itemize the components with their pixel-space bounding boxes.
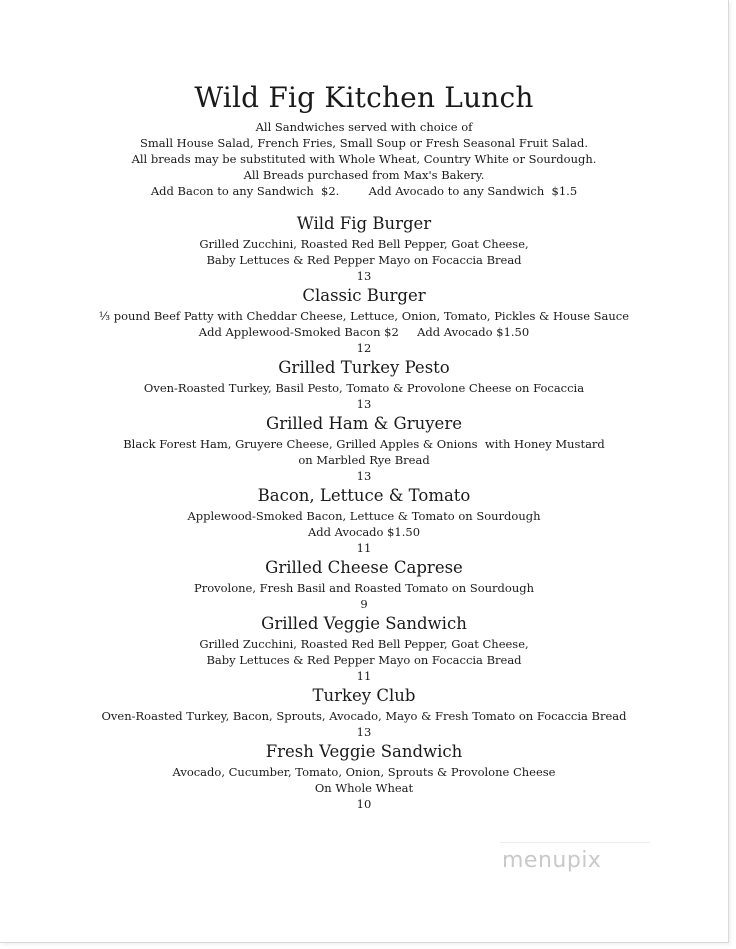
menu-item-name: Bacon, Lettuce & Tomato <box>257 486 471 505</box>
menu-item <box>0 684 728 740</box>
menu-item-price: 11 <box>356 669 372 683</box>
menu-item-name: Classic Burger <box>302 286 426 305</box>
menu-item-price: 13 <box>356 397 372 411</box>
menu-item-name: Grilled Cheese Caprese <box>265 558 463 577</box>
menu-item-name: Fresh Veggie Sandwich <box>265 742 463 761</box>
page-title: Wild Fig Kitchen Lunch <box>194 81 534 114</box>
menu-item-description: Avocado, Cucumber, Tomato, Onion, Sprouts & Provolone Cheese <box>172 765 556 779</box>
intro-line: All Breads purchased from Max's Bakery. <box>243 168 485 182</box>
menu-item-description: on Marbled Rye Bread <box>298 453 430 467</box>
intro-line: All Sandwiches served with choice of <box>255 120 473 134</box>
menu-item-description: Applewood-Smoked Bacon, Lettuce & Tomato on Sourdough <box>187 509 541 523</box>
menu-item <box>0 284 728 356</box>
menu-item <box>0 356 728 412</box>
menu-item-description: ⅓ pound Beef Patty with Cheddar Cheese, Lettuce, Onion, Tomato, Pickles & House Sauce <box>98 309 630 323</box>
menu-item <box>0 412 728 484</box>
menu-item-description: Black Forest Ham, Gruyere Cheese, Grilled Apples & Onions with Honey Mustard <box>123 437 605 451</box>
menu-item-description: Oven-Roasted Turkey, Bacon, Sprouts, Avocado, Mayo & Fresh Tomato on Focaccia Bread <box>101 709 627 723</box>
menu-item-description: Grilled Zucchini, Roasted Red Bell Pepper, Goat Cheese, <box>199 637 529 651</box>
menu-item-description: On Whole Wheat <box>314 781 414 795</box>
menu-item-price: 11 <box>356 541 372 555</box>
menu-item-description: Add Avocado $1.50 <box>307 525 421 539</box>
menu-item <box>0 556 728 612</box>
menu-item-name: Grilled Veggie Sandwich <box>261 614 467 633</box>
menu-item-name: Wild Fig Burger <box>296 214 432 233</box>
menu-item-description: Baby Lettuces & Red Pepper Mayo on Focaccia Bread <box>206 653 522 667</box>
menu-item <box>0 740 728 812</box>
menu-item-name: Turkey Club <box>312 686 416 705</box>
menu-item <box>0 612 728 684</box>
intro-block <box>0 119 728 199</box>
menu-item-description: Oven-Roasted Turkey, Basil Pesto, Tomato & Provolone Cheese on Focaccia <box>143 381 585 395</box>
menu-item-price: 13 <box>356 725 372 739</box>
menu-item-price: 13 <box>356 469 372 483</box>
menu-item <box>0 212 728 284</box>
menu-item-description: Baby Lettuces & Red Pepper Mayo on Focaccia Bread <box>206 253 522 267</box>
menupix-watermark: menupix <box>502 848 602 873</box>
intro-line: Add Bacon to any Sandwich $2. Add Avocado to any Sandwich $1.5 <box>150 184 578 198</box>
menu-list <box>0 212 728 812</box>
menu-item-name: Grilled Turkey Pesto <box>278 358 450 377</box>
menu-item-name: Grilled Ham & Gruyere <box>266 414 462 433</box>
intro-line: Small House Salad, French Fries, Small Soup or Fresh Seasonal Fruit Salad. <box>140 136 588 150</box>
menu-item-price: 10 <box>356 797 372 811</box>
watermark-divider <box>500 842 650 843</box>
menu-item-price: 9 <box>360 597 368 611</box>
menu-item-description: Grilled Zucchini, Roasted Red Bell Pepper, Goat Cheese, <box>199 237 529 251</box>
menu-item-price: 13 <box>356 269 372 283</box>
menu-item-description: Add Applewood-Smoked Bacon $2 Add Avocado $1.50 <box>198 325 530 339</box>
intro-line: All breads may be substituted with Whole Wheat, Country White or Sourdough. <box>131 152 597 166</box>
menu-item-price: 12 <box>356 341 372 355</box>
menu-item <box>0 484 728 556</box>
menu-item-description: Provolone, Fresh Basil and Roasted Tomato on Sourdough <box>193 581 535 595</box>
